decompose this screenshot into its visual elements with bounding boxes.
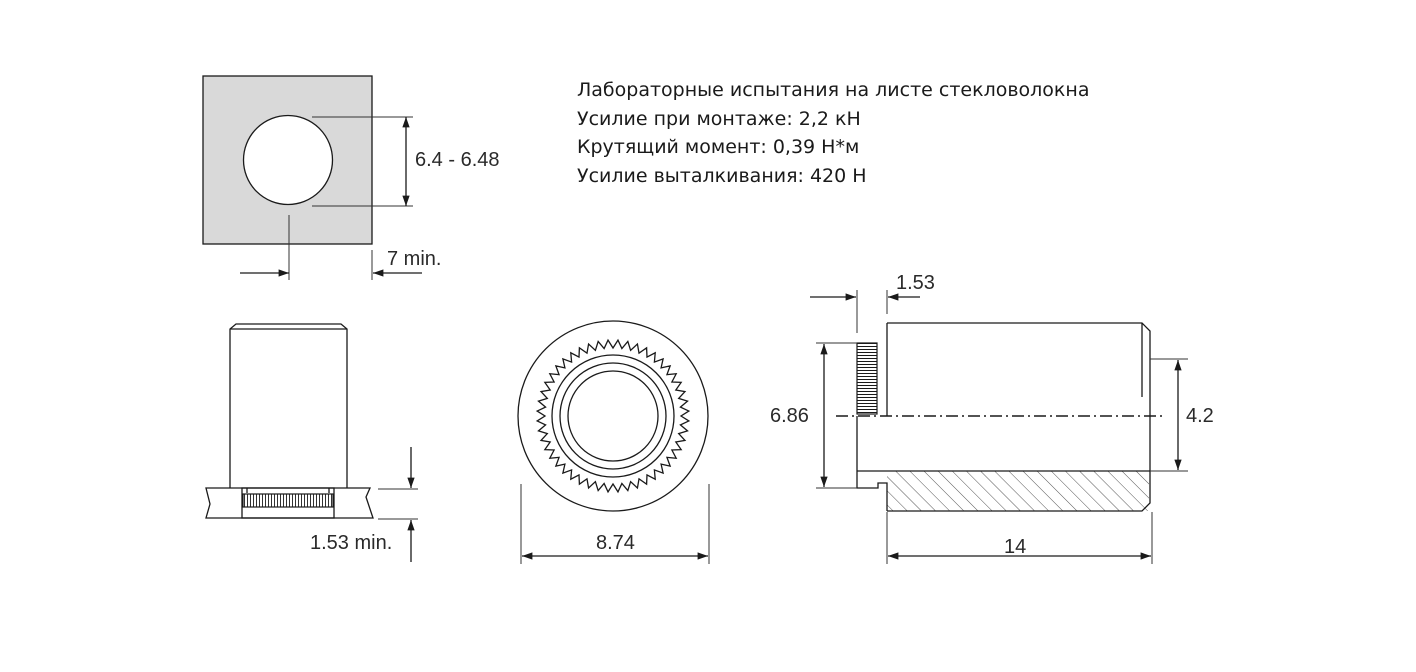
length-label: 14: [1004, 536, 1027, 558]
hatched-section: [887, 471, 1149, 511]
edge-distance-label: 7 min.: [387, 248, 442, 270]
outer-diameter-label: 8.74: [596, 532, 635, 554]
thread-diameter-label: 4.2: [1186, 405, 1214, 427]
hole-diameter-label: 6.4 - 6.48: [415, 149, 500, 171]
spec-line-test: Лабораторные испытания на листе стекловолокна: [577, 79, 1090, 101]
knurl-band: [243, 494, 333, 507]
body-diameter-label: 6.86: [770, 405, 809, 427]
spec-line-pushout: Усилие выталкивания: 420 Н: [577, 164, 867, 187]
head-height-label: 1.53: [896, 272, 935, 294]
spec-line-torque: Крутящий момент: 0,39 Н*м: [577, 136, 860, 158]
head-knurl: [857, 343, 877, 414]
section-view: [770, 272, 1214, 564]
end-view: [518, 321, 709, 564]
spec-line-install-force: Усилие при монтаже: 2,2 кН: [577, 107, 861, 130]
installed-side-view: [206, 324, 418, 562]
sheet-thickness-label: 1.53 min.: [310, 532, 393, 554]
mounting-hole: [244, 116, 333, 205]
panel-hole-view: [203, 76, 500, 280]
